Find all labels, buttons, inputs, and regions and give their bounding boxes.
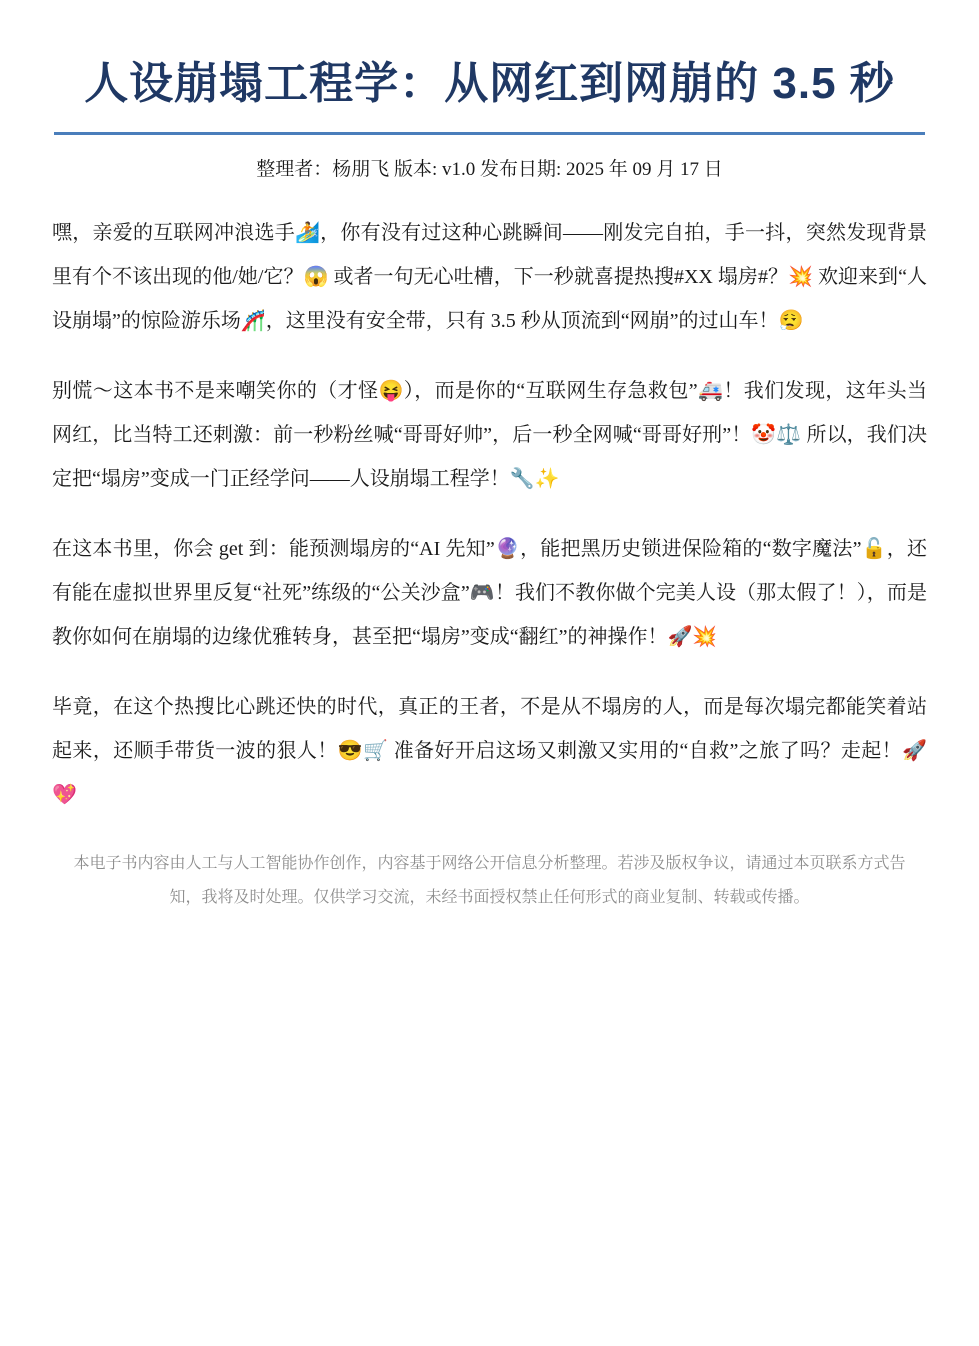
paragraph-book-purpose: 别慌～这本书不是来嘲笑你的（才怪😝），而是你的“互联网生存急救包”🚑！我们发现，这年头当网红，比当特工还刺激：前一秒粉丝喊“哥哥好帅”，后一秒全网喊“哥哥好刑”！🤡⚖️ 所以，我们决定把“塌房”变成一门正经学问——人设崩塌工程学！🔧✨ — [52, 380, 927, 490]
title-divider — [54, 132, 925, 135]
document-title: 人设崩塌工程学：从网红到网崩的 3.5 秒 — [84, 59, 895, 108]
footer-disclaimer: 本电子书内容由人工与人工智能协作创作，内容基于网络公开信息分析整理。若涉及版权争议，请通过本页联系方式告知，我将及时处理。仅供学习交流，未经书面授权禁止任何形式的商业复制、转载或传播。 — [73, 855, 906, 906]
paragraph-closing-call: 毕竟，在这个热搜比心跳还快的时代，真正的王者，不是从不塌房的人，而是每次塌完都能笑着站起来，还顺手带货一波的狠人！😎🛒 准备好开启这场又刺激又实用的“自救”之旅了吗？走起！🚀💖 — [52, 696, 927, 806]
meta-line: 整理者：杨朋飞 版本: v1.0 发布日期: 2025 年 09 月 17 日 — [256, 159, 723, 180]
paragraph-intro-hook: 嘿，亲爱的互联网冲浪选手🏄，你有没有过这种心跳瞬间——刚发完自拍，手一抖，突然发现背景里有个不该出现的他/她/它？😱 或者一句无心吐槽，下一秒就喜提热搜#XX 塌房#？💥 欢迎来到“人设崩塌”的惊险游乐场🎢，这里没有安全带，只有 3.5 秒从顶流到“网崩”的过山车！😮‍💨 — [52, 222, 927, 332]
paragraph-book-contents: 在这本书里，你会 get 到：能预测塌房的“AI 先知”🔮，能把黑历史锁进保险箱的“数字魔法”🔓，还有能在虚拟世界里反复“社死”练级的“公关沙盒”🎮！我们不教你做个完美人设（那太假了！），而是教你如何在崩塌的边缘优雅转身，甚至把“塌房”变成“翻红”的神操作！🚀💥 — [52, 538, 927, 648]
